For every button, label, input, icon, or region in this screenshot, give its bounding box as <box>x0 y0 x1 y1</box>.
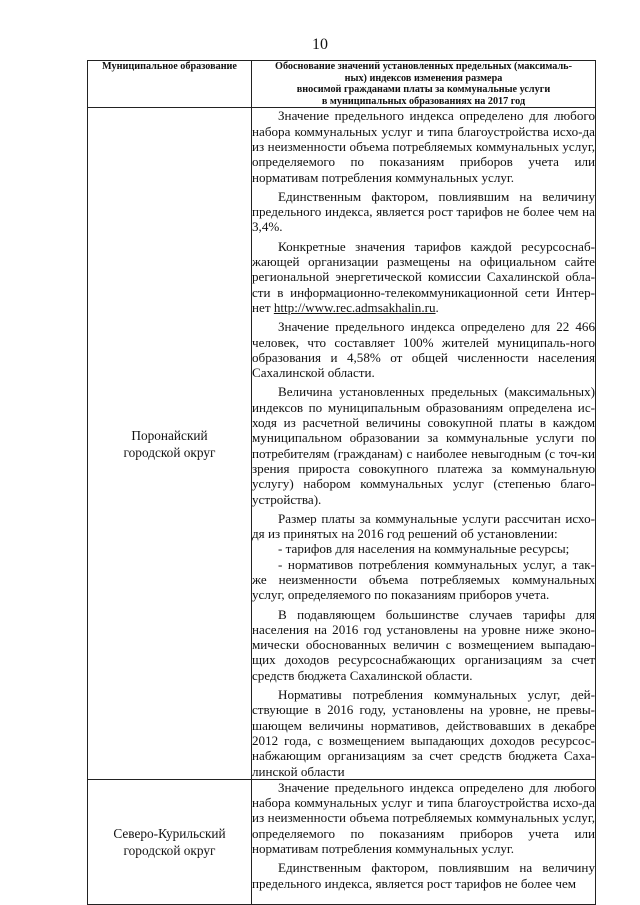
paragraph: Единственным фактором, повлиявшим на величину предельного индекса, является рост тарифов не более чем <box>252 860 595 891</box>
paragraph: Значение предельного индекса определено для любого набора коммунальных услуг и типа благоустройства исхо-да из неизменности объема потребляемых коммунальных услуг, определяемого по показаниям приборов учета или нормативам потребления коммунальных услуг. <box>252 108 595 185</box>
paragraph: Значение предельного индекса определено для любого набора коммунальных услуг и типа благоустройства исхо-да из неизменности объема потребляемых коммунальных услуг, определяемого по показаниям приборов учета или нормативам потребления коммунальных услуг. <box>252 779 595 857</box>
justification-cell <box>252 108 596 779</box>
list-item: - нормативов потребления коммунальных услуг, а так-же неизменности объема потребляемых коммунальных услуг, определяемого по показаниям приборов учета. <box>252 556 595 603</box>
header-justification <box>252 61 596 108</box>
paragraph: Величина установленных предельных (максимальных) индексов по муниципальным образованиям определена ис-ходя из расчетной величины совокупной платы в каждом муниципальном образовании за коммунальные услуги по потребителям (гражданам) с наиболее невыгодным (с точ-ки зрения прироста совокупного платежа за коммунальную услугу) набором коммунальных услуг (степенью благо-устройства). <box>252 384 595 507</box>
header-line: в муниципальных образованиях на 2017 год <box>321 95 526 107</box>
municipality-cell <box>88 108 252 779</box>
table-row <box>88 108 596 779</box>
paragraph: Размер платы за коммунальные услуги рассчитан исхо-дя из принятых на 2016 год решений об установлении: <box>252 510 595 542</box>
municipality-name-line1: Поронайский <box>131 427 208 443</box>
table-header-row <box>88 61 596 108</box>
table-row <box>88 779 596 904</box>
header-line: ных) индексов изменения размера <box>344 72 503 84</box>
paragraph-end: . <box>435 299 439 315</box>
justification-cell <box>252 779 596 904</box>
header-line: Обоснование значений установленных предельных (максималь- <box>275 61 572 72</box>
paragraph: Нормативы потребления коммунальных услуг, дей-ствующие в 2016 году, установлены на уровне, не превы-шающем величины нормативов, действовавших в декабре 2012 года, с возмещением выпадающих доходов ресурсос-набжающим организациям за счет средств бюджета Саха-линской области <box>252 687 595 779</box>
paragraph <box>252 239 595 315</box>
municipality-cell <box>88 779 252 904</box>
rec-website-link[interactable]: http://www.rec.admsakhalin.ru <box>273 299 436 315</box>
index-justification-table <box>87 60 596 905</box>
municipality-name-line1: Северо-Курильский <box>113 825 226 841</box>
header-line: вносимой гражданами платы за коммунальные услуги <box>296 84 551 96</box>
paragraph: Значение предельного индекса определено для 22 466 человек, что составляет 100% жителей муниципаль-ного образования и 4,58% от общей численности населения Сахалинской области. <box>252 319 595 381</box>
paragraph-text: Конкретные значения тарифов каждой ресурсоснаб-жающей организации размещены на официальном сайте региональной энергетической комиссии Сахалинской обла-сти в информационно-телекоммуникационной сети Интер-нет <box>252 238 595 315</box>
municipality-name-line2: городской округ <box>123 842 216 858</box>
list-item: - тарифов для населения на коммунальные ресурсы; <box>278 541 570 557</box>
municipality-name-line2: городской округ <box>123 444 216 460</box>
header-municipality: Муниципальное образование <box>88 61 252 108</box>
paragraph: В подавляющем большинстве случаев тарифы для населения на 2016 год установлены на уровне ниже эконо-мически обоснованных величин с возмещением выпадаю-щих доходов ресурсоснабжающих организациям за счет средств бюджета Сахалинской области. <box>252 606 595 683</box>
page-number: 10 <box>312 36 328 53</box>
cell-content <box>252 780 595 904</box>
paragraph: Единственным фактором, повлиявшим на величину предельного индекса, является рост тарифов не более чем на 3,4%. <box>252 188 595 235</box>
